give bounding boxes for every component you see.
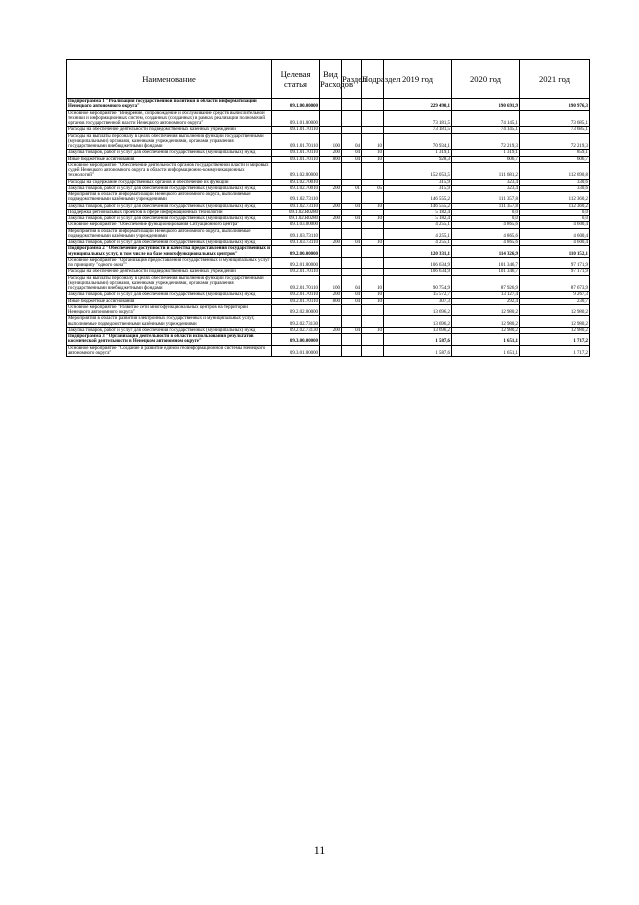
- table-row: [67, 192, 590, 204]
- cell-2021: 12 980,2: [520, 327, 590, 333]
- cell-razdel: 04: [342, 133, 362, 150]
- header-razdel: Раздел: [342, 60, 362, 99]
- cell-razdel: 04: [342, 150, 362, 156]
- cell-vid: 200: [320, 185, 342, 191]
- cell-name: Основное мероприятие "Организация предоставления государственных и муниципальных услуг по принципу "одного окна"": [68, 257, 270, 268]
- cell-podrazdel: 10: [362, 327, 384, 333]
- cell-2020: 74 145,1: [452, 110, 520, 127]
- cell-2019: 4 255,1: [384, 222, 452, 228]
- cell-podrazdel: [362, 246, 384, 258]
- cell-razdel: 04: [342, 275, 362, 292]
- cell-podrazdel: 10: [362, 292, 384, 298]
- cell-2020: 4 865,6: [452, 222, 520, 228]
- cell-2019: 1 319,1: [384, 150, 452, 156]
- cell-name: Закупка товаров, работ и услуг для обеспечения государственных (муниципальных) нужд: [67, 150, 272, 156]
- cell-2020: 4 865,6: [452, 228, 520, 240]
- table-row: [67, 110, 590, 127]
- cell-razdel: [342, 304, 362, 316]
- table-row: [67, 316, 590, 328]
- cell-razdel: [342, 334, 362, 346]
- cell-2020: 12 980,2: [452, 316, 520, 328]
- cell-vid: [320, 334, 342, 346]
- cell-code: 09.2.01.70110: [272, 269, 320, 275]
- cell-vid: 800: [320, 156, 342, 162]
- cell-2019: 106 634,9: [384, 269, 452, 275]
- cell-2021: 110 152,1: [520, 246, 590, 258]
- cell-2019: 13 696,2: [384, 304, 452, 316]
- cell-2019: 307,3: [384, 298, 452, 304]
- cell-vid: 100: [320, 275, 342, 292]
- cell-2020: 114 326,9: [452, 246, 520, 258]
- cell-2021: 1 717,2: [520, 345, 590, 357]
- cell-2020: 292,4: [452, 298, 520, 304]
- cell-name: Закупка товаров, работ и услуг для обеспечения государственных (муниципальных) нужд: [67, 185, 272, 191]
- cell-2021: 9 267,3: [520, 292, 590, 298]
- cell-vid: 200: [320, 292, 342, 298]
- cell-podrazdel: 10: [362, 150, 384, 156]
- cell-2020: 74 145,1: [452, 127, 520, 133]
- cell-vid: [320, 304, 342, 316]
- cell-name: Расходы на обеспечение деятельности подведомственных казённых учреждений: [67, 127, 272, 133]
- table-row: [67, 133, 590, 150]
- cell-podrazdel: [362, 162, 384, 179]
- cell-2021: 330,6: [520, 185, 590, 191]
- cell-2020: 1 651,1: [452, 345, 520, 357]
- cell-razdel: 04: [342, 298, 362, 304]
- cell-2019: 146 555,2: [384, 203, 452, 209]
- cell-2021: 190 976,3: [520, 99, 590, 111]
- cell-razdel: 04: [342, 156, 362, 162]
- budget-table-container: [66, 59, 589, 357]
- cell-2021: 4 600,4: [520, 222, 590, 228]
- cell-2021: 230,7: [520, 298, 590, 304]
- cell-2019: 120 331,1: [384, 246, 452, 258]
- cell-2019: 1 587,6: [384, 345, 452, 357]
- header-code: Целевая статья: [272, 60, 320, 99]
- cell-2019: 70 934,1: [384, 133, 452, 150]
- cell-razdel: [342, 228, 362, 240]
- cell-2020: 323,4: [452, 179, 520, 185]
- cell-2020: 0,0: [452, 216, 520, 222]
- cell-2021: 12 980,2: [520, 304, 590, 316]
- cell-2020: 190 691,9: [452, 99, 520, 111]
- cell-name: Подпрограмма 3 "Организация деятельности в области использования результатов космической деятельности в Ненецком автономном округе": [67, 334, 272, 346]
- cell-name: Закупка товаров, работ и услуг для обеспечения государственных (муниципальных) нужд: [67, 203, 272, 209]
- cell-code: 09.1.01.00000: [272, 110, 320, 127]
- cell-name: Поддержка региональных проектов в сфере информационных технологий: [67, 209, 272, 215]
- cell-vid: [320, 257, 342, 269]
- cell-code: 09.1.03.73110: [272, 240, 320, 246]
- table-row: [67, 275, 590, 292]
- cell-2021: 97 171,9: [520, 269, 590, 275]
- cell-2020: 101 346,7: [452, 257, 520, 269]
- cell-2021: 97 171,9: [520, 257, 590, 269]
- cell-code: 09.1.01.70110: [272, 133, 320, 150]
- cell-2019: 106 634,9: [384, 257, 452, 269]
- cell-razdel: [342, 246, 362, 258]
- cell-2020: 323,4: [452, 185, 520, 191]
- table-row: [67, 257, 590, 269]
- cell-2019: 4 255,1: [384, 240, 452, 246]
- cell-2020: 12 980,2: [452, 327, 520, 333]
- header-2020: 2020 год: [452, 60, 520, 99]
- cell-code: 09.2.00.00000: [272, 246, 320, 258]
- cell-2020: 111 357,8: [452, 203, 520, 209]
- cell-podrazdel: 10: [362, 240, 384, 246]
- cell-name: Закупка товаров, работ и услуг для обеспечения государственных (муниципальных) нужд: [67, 216, 272, 222]
- cell-podrazdel: 10: [362, 203, 384, 209]
- header-name: Наименование: [67, 60, 272, 99]
- cell-2019: 315,9: [384, 179, 452, 185]
- cell-name: Основное мероприятие "Внедрение, сопровождение и обслуживание средств вычислительной техники и информационных систем, созданных (созданных) в рамках реализации полномочий органов государственной власти Ненецкого автономного округа": [67, 110, 272, 127]
- cell-2020: 87 926,9: [452, 275, 520, 292]
- cell-2019: 15 572,7: [384, 292, 452, 298]
- cell-2020: 13 127,4: [452, 292, 520, 298]
- table-header-row: [67, 60, 590, 99]
- cell-vid: [320, 316, 342, 328]
- table-row: [67, 304, 590, 316]
- cell-razdel: [342, 345, 362, 357]
- cell-vid: [320, 162, 342, 179]
- cell-razdel: 04: [342, 203, 362, 209]
- cell-code: 09.3.01.00000: [272, 345, 320, 357]
- cell-code: 09.2.01.70110: [272, 292, 320, 298]
- cell-razdel: 04: [342, 327, 362, 333]
- cell-2019: 229 490,1: [384, 99, 452, 111]
- page-number: 11: [313, 843, 326, 857]
- cell-2020: 72 219,3: [452, 133, 520, 150]
- cell-code: 09.2.01.70110: [272, 298, 320, 304]
- cell-2019: 4 255,1: [384, 228, 452, 240]
- cell-vid: [320, 228, 342, 240]
- cell-podrazdel: [362, 257, 384, 269]
- cell-razdel: 04: [342, 292, 362, 298]
- cell-2021: 87 673,9: [520, 275, 590, 292]
- cell-2020: 111 357,8: [452, 192, 520, 204]
- cell-vid: [320, 99, 342, 111]
- cell-podrazdel: [362, 345, 384, 357]
- cell-2020: 606,7: [452, 156, 520, 162]
- cell-vid: [320, 192, 342, 204]
- cell-podrazdel: [362, 334, 384, 346]
- cell-2021: 859,1: [520, 150, 590, 156]
- cell-2019: 13 696,2: [384, 316, 452, 328]
- cell-vid: [320, 110, 342, 127]
- cell-vid: 800: [320, 298, 342, 304]
- cell-2021: 330,6: [520, 179, 590, 185]
- cell-2021: 4 600,4: [520, 240, 590, 246]
- cell-name: Расходы на обеспечение деятельности подведомственных казённых учреждений: [67, 269, 272, 275]
- table-row: [67, 228, 590, 240]
- cell-2021: 12 980,2: [520, 316, 590, 328]
- cell-2020: 12 980,2: [452, 304, 520, 316]
- header-vid: Вид Расходов: [320, 60, 342, 99]
- cell-2019: 90 754,9: [384, 275, 452, 292]
- table-row: [67, 246, 590, 258]
- cell-2019: 73 181,5: [384, 110, 452, 127]
- cell-code: 09.2.01.00000: [272, 257, 320, 269]
- cell-podrazdel: 05: [362, 185, 384, 191]
- cell-podrazdel: 10: [362, 133, 384, 150]
- cell-name: Закупка товаров, работ и услуг для обеспечения государственных (муниципальных) нужд: [67, 327, 272, 333]
- header-podrazdel: Подраздел: [362, 60, 384, 99]
- cell-code: 09.1.01.70110: [272, 127, 320, 133]
- cell-code: 09.2.02.73130: [272, 327, 320, 333]
- cell-podrazdel: 10: [362, 156, 384, 162]
- cell-2021: 112 360,2: [520, 203, 590, 209]
- cell-code: 09.1.02.73110: [272, 203, 320, 209]
- cell-code: 09.2.02.00000: [272, 304, 320, 316]
- cell-podrazdel: [362, 316, 384, 328]
- cell-2019: 152 053,5: [384, 162, 452, 179]
- cell-2019: 5 182,4: [384, 216, 452, 222]
- cell-2019: 928,3: [384, 156, 452, 162]
- cell-razdel: [342, 192, 362, 204]
- cell-razdel: [342, 99, 362, 111]
- cell-razdel: 01: [342, 185, 362, 191]
- cell-vid: 200: [320, 150, 342, 156]
- cell-name: Мероприятия в области информатизации Ненецкого автономного округа, выполняемые подведомственными казёнными учреждениями: [67, 192, 272, 204]
- cell-vid: 200: [320, 327, 342, 333]
- cell-2021: 112 690,8: [520, 162, 590, 179]
- cell-name: Расходы на выплаты персоналу в целях обеспечения выполнения функций государственными (муниципальными) органами, казенными учреждениями, органами управления государственными внебюджетными фондами: [67, 275, 272, 292]
- cell-podrazdel: [362, 304, 384, 316]
- cell-2020: 0,0: [452, 209, 520, 215]
- cell-2021: 606,7: [520, 156, 590, 162]
- cell-2019: 13 696,2: [384, 327, 452, 333]
- cell-2021: 0,0: [520, 216, 590, 222]
- cell-code: 09.1.02.R0280: [272, 216, 320, 222]
- cell-name: Закупка товаров, работ и услуг для обеспечения государственных (муниципальных) нужд: [67, 240, 272, 246]
- cell-2021: 1 717,2: [520, 334, 590, 346]
- cell-2020: 1 319,1: [452, 150, 520, 156]
- cell-name: Основное мероприятие "Развитие сети многофункциональных центров на территории Ненецкого автономного округа": [67, 304, 272, 316]
- header-2019: 2019 год: [384, 60, 452, 99]
- cell-code: 09.1.02.70010: [272, 185, 320, 191]
- cell-name: Расходы на содержание государственных органов и обеспечение их функций: [67, 179, 272, 185]
- cell-2021: 73 685,1: [520, 110, 590, 127]
- cell-name: Основное мероприятие "Обеспечение деятельности органов государственной власти и мировых судей Ненецкого автономного округа в области информационно-коммуникационных технологий": [67, 162, 272, 179]
- cell-2021: 0,0: [520, 209, 590, 215]
- cell-name: Иные бюджетные ассигнования: [67, 298, 272, 304]
- cell-name: Подпрограмма 1 "Реализация государственной политики в области информатизации Ненецкого автономного округа": [67, 99, 272, 111]
- cell-code: 09.1.01.70110: [272, 156, 320, 162]
- cell-name: Основное мероприятие "Создание и развитие единой геоинформационной системы Ненецкого автономного округа": [67, 345, 272, 357]
- cell-name: Расходы на выплаты персоналу в целях обеспечения выполнения функций государственными (муниципальными) органами, казенными учреждениями, органами управления государственными внебюджетными фондами: [67, 133, 272, 150]
- cell-2021: 73 685,1: [520, 127, 590, 133]
- budget-table: [66, 59, 590, 357]
- cell-code: 09.1.02.R0280: [272, 209, 320, 215]
- cell-2019: 315,9: [384, 185, 452, 191]
- cell-razdel: 04: [342, 240, 362, 246]
- cell-code: 09.1.00.00000: [272, 99, 320, 111]
- cell-razdel: [342, 316, 362, 328]
- cell-podrazdel: 10: [362, 275, 384, 292]
- cell-podrazdel: [362, 110, 384, 127]
- cell-2021: 112 360,2: [520, 192, 590, 204]
- cell-name: Иные бюджетные ассигнования: [67, 156, 272, 162]
- cell-code: 09.1.02.73110: [272, 192, 320, 204]
- header-2021: 2021 год: [520, 60, 590, 99]
- cell-razdel: [342, 257, 362, 269]
- cell-razdel: [342, 110, 362, 127]
- cell-2019: 146 555,2: [384, 192, 452, 204]
- cell-name: Основное мероприятие "Обеспечение функционирования Ситуационного центра": [67, 222, 272, 228]
- cell-vid: 100: [320, 133, 342, 150]
- cell-vid: [320, 246, 342, 258]
- cell-code: 09.2.02.73130: [272, 316, 320, 328]
- cell-2021: 4 600,4: [520, 228, 590, 240]
- cell-code: 09.1.03.73110: [272, 228, 320, 240]
- cell-code: 09.1.02.00000: [272, 162, 320, 179]
- cell-podrazdel: 10: [362, 216, 384, 222]
- cell-vid: 200: [320, 216, 342, 222]
- cell-2020: 111 681,2: [452, 162, 520, 179]
- cell-2020: 4 865,6: [452, 240, 520, 246]
- cell-vid: [320, 345, 342, 357]
- cell-vid: 200: [320, 203, 342, 209]
- table-row: [67, 334, 590, 346]
- table-row: [67, 345, 590, 357]
- cell-2021: 72 219,3: [520, 133, 590, 150]
- table-body: [67, 99, 590, 357]
- cell-code: 09.1.02.70010: [272, 179, 320, 185]
- cell-name: Закупка товаров, работ и услуг для обеспечения государственных (муниципальных) нужд: [67, 292, 272, 298]
- cell-podrazdel: [362, 192, 384, 204]
- cell-vid: 200: [320, 240, 342, 246]
- cell-name: Мероприятия в области развития электронных государственных и муниципальных услуг, выполняемые подведомственными казёнными учреждениями: [67, 316, 272, 328]
- cell-name: Мероприятия в области информатизации Ненецкого автономного округа, выполняемые подведомственными казёнными учреждениями: [67, 228, 272, 240]
- cell-code: 09.2.01.70110: [272, 275, 320, 292]
- cell-podrazdel: 10: [362, 298, 384, 304]
- cell-code: 09.1.03.00000: [272, 222, 320, 228]
- cell-2020: 101 346,7: [452, 269, 520, 275]
- cell-code: 09.1.01.70110: [272, 150, 320, 156]
- cell-razdel: [342, 162, 362, 179]
- cell-name: Подпрограмма 2 "Обеспечение доступности и качества предоставления государственных и муниципальных услуг, в том числе на базе многофункциональных центров": [68, 246, 270, 257]
- cell-code: 09.3.00.00000: [272, 334, 320, 346]
- cell-podrazdel: [362, 228, 384, 240]
- cell-2019: 1 587,6: [384, 334, 452, 346]
- cell-podrazdel: [362, 99, 384, 111]
- cell-2019: 73 181,5: [384, 127, 452, 133]
- cell-razdel: 04: [342, 216, 362, 222]
- cell-2019: 5 182,4: [384, 209, 452, 215]
- table-row: [67, 162, 590, 179]
- cell-2020: 1 651,1: [452, 334, 520, 346]
- table-row: [67, 99, 590, 111]
